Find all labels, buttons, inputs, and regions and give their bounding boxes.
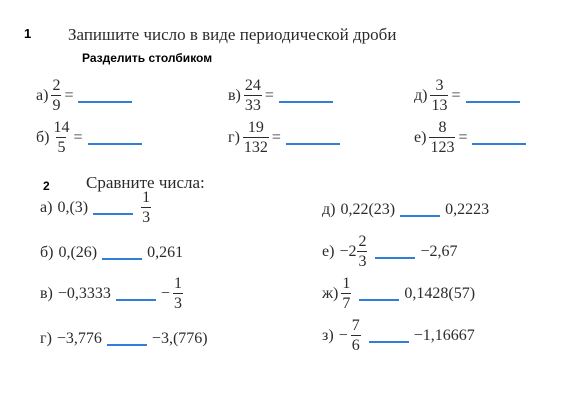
task1-item-v [228, 78, 338, 114]
denominator: 7 [342, 295, 351, 312]
task1-item-d [414, 78, 525, 114]
item-label: в) [40, 285, 53, 302]
right-value: 0,1428(57) [404, 285, 476, 302]
denominator: 33 [244, 97, 261, 114]
task-hint: Разделить столбиком [82, 51, 213, 65]
minus-sign: − [338, 327, 348, 344]
denominator: 3 [173, 295, 182, 312]
item-label: д) [414, 87, 428, 104]
answer-blank[interactable] [286, 142, 340, 145]
numerator: 2 [358, 233, 367, 250]
left-value: −3,776 [56, 330, 102, 347]
numerator: 14 [53, 119, 70, 136]
task-title-2: Сравните числа: [86, 173, 205, 192]
right-value: −3,(776) [151, 330, 208, 347]
denominator: 9 [52, 97, 61, 114]
numerator: 19 [247, 119, 264, 136]
item-label: з) [322, 327, 334, 344]
task2-item-d [322, 201, 489, 219]
task1-item-b [36, 120, 147, 156]
right-value: 0,2223 [445, 201, 490, 218]
numerator: 3 [435, 77, 444, 94]
compare-blank[interactable] [369, 340, 409, 343]
task2-item-b [40, 244, 183, 262]
fraction [173, 276, 183, 312]
left-value: 0,(3) [57, 199, 89, 216]
numerator: 1 [142, 189, 151, 206]
task-title-1: Запишите число в виде периодической дроби [68, 25, 397, 44]
fraction [243, 120, 269, 156]
fraction [429, 120, 455, 156]
denominator: 132 [243, 139, 268, 156]
numerator: 1 [173, 275, 182, 292]
item-label: е) [322, 243, 335, 260]
answer-blank[interactable] [78, 100, 132, 103]
task1-item-a [36, 78, 137, 114]
task2-item-z [322, 318, 475, 354]
denominator: 3 [358, 253, 367, 270]
compare-blank[interactable] [93, 212, 133, 215]
fraction [430, 78, 448, 114]
compare-blank[interactable] [400, 214, 440, 217]
left-value: 0,22(23) [340, 201, 396, 218]
item-label: ж) [322, 285, 339, 302]
fraction [51, 78, 61, 114]
left-value: 0,(26) [58, 244, 98, 261]
item-label: а) [40, 199, 53, 216]
item-label: е) [414, 129, 427, 146]
item-label: б) [36, 129, 50, 146]
item-label: г) [40, 330, 52, 347]
denominator: 3 [142, 209, 151, 226]
numerator: 7 [351, 317, 360, 334]
right-value: −2,67 [420, 243, 458, 260]
answer-blank[interactable] [466, 100, 520, 103]
minus-sign: − [160, 285, 170, 302]
answer-blank[interactable] [472, 142, 526, 145]
compare-blank[interactable] [102, 257, 142, 260]
answer-blank[interactable] [88, 142, 142, 145]
numerator: 2 [52, 77, 61, 94]
equals-sign: = [271, 129, 281, 146]
task2-item-v [40, 276, 186, 312]
item-label: а) [36, 87, 49, 104]
fraction [52, 120, 70, 156]
task2-item-zh [322, 276, 475, 312]
task2-item-e [322, 234, 458, 270]
numerator: 1 [342, 275, 351, 292]
item-label: д) [322, 201, 336, 218]
right-value: −1,16667 [413, 327, 475, 344]
task-number-2: 2 [43, 179, 50, 193]
denominator: 123 [430, 139, 455, 156]
numerator: 8 [438, 119, 447, 136]
task2-item-a [40, 190, 154, 226]
compare-blank[interactable] [375, 256, 415, 259]
item-label: б) [40, 244, 54, 261]
item-label: в) [228, 87, 241, 104]
task-number-1: 1 [24, 26, 32, 41]
fraction [341, 276, 351, 312]
compare-blank[interactable] [107, 343, 147, 346]
fraction [141, 190, 151, 226]
compare-blank[interactable] [116, 298, 156, 301]
left-value: −0,3333 [57, 285, 111, 302]
task1-item-e [414, 120, 531, 156]
item-label: г) [228, 129, 240, 146]
task1-item-g [228, 120, 345, 156]
numerator: 24 [244, 77, 261, 94]
answer-blank[interactable] [279, 100, 333, 103]
equals-sign: = [64, 87, 74, 104]
compare-blank[interactable] [359, 298, 399, 301]
equals-sign: = [458, 129, 468, 146]
fraction [357, 234, 367, 270]
right-value: 0,261 [147, 244, 184, 261]
task2-item-g [40, 330, 208, 348]
whole-part: −2 [339, 243, 357, 260]
denominator: 6 [351, 337, 360, 354]
denominator: 13 [431, 97, 448, 114]
fraction [351, 318, 361, 354]
equals-sign: = [73, 129, 83, 146]
equals-sign: = [451, 87, 461, 104]
fraction [244, 78, 262, 114]
equals-sign: = [264, 87, 274, 104]
denominator: 5 [57, 139, 66, 156]
